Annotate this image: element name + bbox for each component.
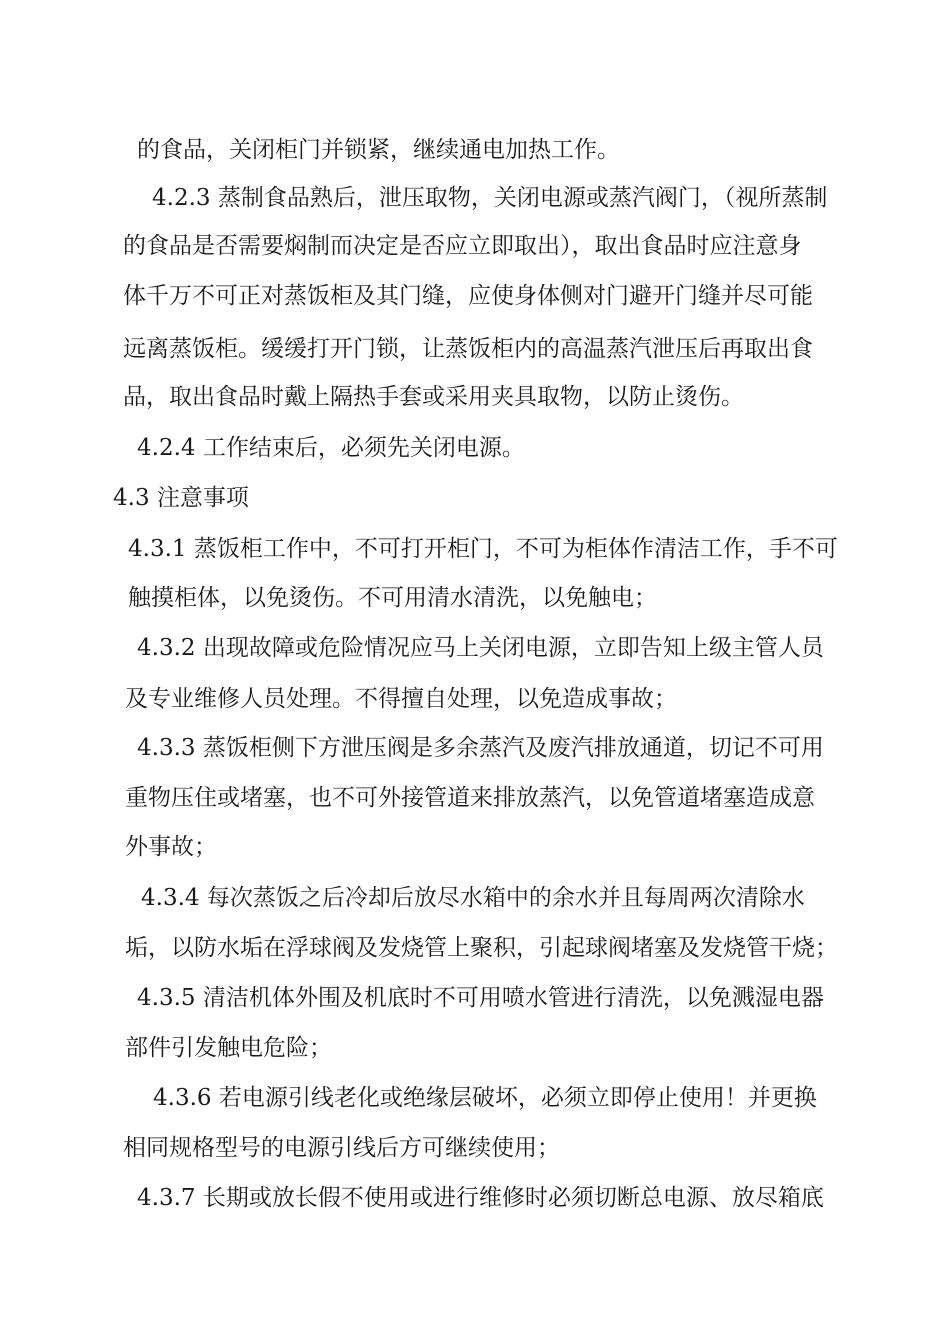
text-line: 的食品是否需要焖制而决定是否应立即取出），取出食品时应注意身 [123, 233, 802, 259]
text-line: 4.3.6 若电源引线老化或绝缘层破坏，必须立即停止使用！并更换 [153, 1085, 817, 1111]
text-line: 外事故； [125, 834, 217, 860]
text-line: 部件引发触电危险； [125, 1035, 332, 1061]
text-line: 4.2.3 蒸制食品熟后，泄压取物，关闭电源或蒸汽阀门，（视所蒸制 [152, 185, 828, 211]
text-line: 及专业维修人员处理。不得擅自处理，以免造成事故； [125, 686, 677, 712]
text-line: 垢，以防水垢在浮球阀及发烧管上聚积，引起球阀堵塞及发烧管干烧； [125, 935, 838, 961]
text-line: 4.3.7 长期或放长假不使用或进行维修时必须切断总电源、放尽箱底 [137, 1185, 824, 1211]
section-heading: 4.3 注意事项 [113, 485, 249, 511]
text-line: 4.2.4 工作结束后，必须先关闭电源。 [137, 435, 525, 461]
text-line: 4.3.1 蒸饭柜工作中，不可打开柜门，不可为柜体作清洁工作，手不可 [128, 536, 838, 562]
text-line: 的食品，关闭柜门并锁紧，继续通电加热工作。 [137, 137, 620, 163]
text-line: 4.3.3 蒸饭柜侧下方泄压阀是多余蒸汽及废汽排放通道，切记不可用 [137, 735, 824, 761]
text-line: 触摸柜体，以免烫伤。不可用清水清洗，以免触电； [128, 585, 657, 611]
text-line: 品，取出食品时戴上隔热手套或采用夹具取物，以防止烫伤。 [123, 384, 744, 410]
text-line: 重物压住或堵塞，也不可外接管道来排放蒸汽，以免管道堵塞造成意 [125, 785, 815, 811]
text-line: 4.3.2 出现故障或危险情况应马上关闭电源，立即告知上级主管人员 [137, 635, 824, 661]
text-line: 远离蒸饭柜。缓缓打开门锁，让蒸饭柜内的高温蒸汽泄压后再取出食 [123, 336, 813, 362]
text-line: 体千万不可正对蒸饭柜及其门缝，应使身体侧对门避开门缝并尽可能 [123, 283, 813, 309]
text-line: 相同规格型号的电源引线后方可继续使用； [123, 1135, 560, 1161]
text-line: 4.3.5 清洁机体外围及机底时不可用喷水管进行清洗，以免溅湿电器 [137, 985, 824, 1011]
text-line: 4.3.4 每次蒸饭之后冷却后放尽水箱中的余水并且每周两次清除水 [141, 885, 805, 911]
